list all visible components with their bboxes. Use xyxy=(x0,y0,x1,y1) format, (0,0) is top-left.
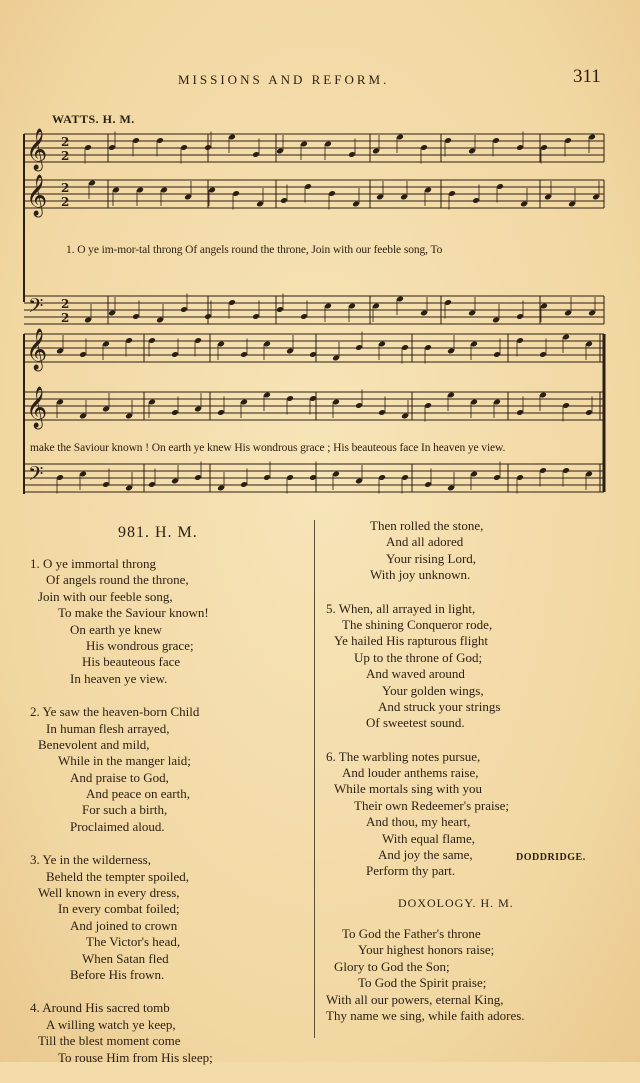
stanza-line: In heaven ye view. xyxy=(70,670,168,686)
hymn-right-column xyxy=(326,518,626,897)
stanza-line: Ye hailed His rapturous flight xyxy=(334,633,488,649)
doxology-line: To God the Father's throne xyxy=(342,926,481,941)
stanza-line: And thou, my heart, xyxy=(366,814,471,830)
doxology-title: DOXOLOGY. H. M. xyxy=(398,896,514,910)
stanza xyxy=(30,704,312,835)
stanza-line: While mortals sing with you xyxy=(334,781,483,797)
stanza-line: And waved around xyxy=(366,666,465,682)
stanza-line: While in the manger laid; xyxy=(58,753,191,769)
stanza-line: 6. The warbling notes pursue, xyxy=(326,748,481,764)
column-divider xyxy=(314,520,315,1038)
stanza-line: Well known in every dress, xyxy=(38,885,180,901)
stanza-line: And louder anthems raise, xyxy=(342,765,479,781)
stanza xyxy=(30,556,312,687)
stanza-line: 4. Around His sacred tomb xyxy=(30,1000,170,1016)
tune-lyrics-line-2: make the Saviour known ! On earth ye knew His wondrous grace ; His beauteous face In heaven ye view. xyxy=(30,442,506,454)
time-signature: 2 xyxy=(61,135,70,149)
bass-clef-icon: 𝄢 xyxy=(28,462,44,490)
stanza-line: And struck your strings xyxy=(378,698,501,714)
stanza-continuation xyxy=(326,518,626,584)
stanza-line: Till the blest moment come xyxy=(38,1033,181,1049)
stanza-line: Benevolent and mild, xyxy=(38,736,150,752)
stanza-line: With equal flame, xyxy=(382,830,475,846)
time-signature: 2 xyxy=(61,195,70,209)
stanza xyxy=(30,1000,312,1066)
stanza-line: A willing watch ye keep, xyxy=(46,1016,176,1032)
time-signature: 2 xyxy=(61,297,70,311)
doxology-line: Your highest honors raise; xyxy=(358,942,495,958)
stanza-line: Beheld the tempter spoiled, xyxy=(46,868,189,884)
doxology-line: Glory to God the Son; xyxy=(334,958,450,974)
stanza-line: 1. O ye immortal throng xyxy=(30,556,157,571)
stanza-line: The shining Conqueror rode, xyxy=(342,616,493,632)
stanza-line: On earth ye knew xyxy=(70,621,163,637)
hymn-author: DODDRIDGE. xyxy=(516,852,586,863)
stanza-line: Proclaimed aloud. xyxy=(70,818,165,834)
stanza-line: For such a birth, xyxy=(82,802,168,818)
stanza-line: Up to the throne of God; xyxy=(354,649,483,665)
stanza-line: With joy unknown. xyxy=(370,567,471,583)
stanza-line: His wondrous grace; xyxy=(86,637,194,653)
stanza-line: In human flesh arrayed, xyxy=(46,720,170,736)
stanza-line: To rouse Him from His sleep; xyxy=(58,1049,213,1065)
stanza-line: And joy the same, xyxy=(378,847,473,863)
treble-clef-icon: 𝄞 xyxy=(26,329,48,370)
running-title: MISSIONS AND REFORM. xyxy=(178,72,390,87)
stanza-line: Of angels round the throne, xyxy=(46,572,189,588)
tune-lyrics-line-1: 1. O ye im-mor-tal throng Of angels round the throne, Join with our feeble song, To xyxy=(66,244,443,256)
bass-clef-icon: 𝄢 xyxy=(28,294,44,322)
doxology-line: With all our powers, eternal King, xyxy=(326,991,504,1007)
stanza-line: When Satan fled xyxy=(82,950,169,966)
stanza-line: And joined to crown xyxy=(70,917,178,933)
page-number: 311 xyxy=(573,66,601,87)
stanza-line: Their own Redeemer's praise; xyxy=(354,797,510,813)
treble-clef-icon: 𝄞 xyxy=(26,175,48,216)
time-signature: 2 xyxy=(61,311,70,325)
stanza-line: Of sweetest sound. xyxy=(366,715,465,731)
treble-clef-icon: 𝄞 xyxy=(26,129,48,170)
stanza-line: Your golden wings, xyxy=(382,682,484,698)
doxology-line: To God the Spirit praise; xyxy=(358,975,487,991)
stanza-line: And all adored xyxy=(386,534,464,550)
stanza-line: Before His frown. xyxy=(70,966,165,982)
stanza-line: Your rising Lord, xyxy=(386,550,477,566)
stanza-line: To make the Saviour known! xyxy=(58,605,209,621)
time-signature: 2 xyxy=(61,181,70,195)
stanza-line: His beauteous face xyxy=(82,654,181,670)
stanza xyxy=(30,852,312,983)
stanza-line: In every combat foiled; xyxy=(58,901,180,917)
time-signature: 2 xyxy=(61,149,70,163)
stanza-line: 3. Ye in the wilderness, xyxy=(30,852,151,868)
doxology-text xyxy=(326,926,626,1024)
stanza-line: And peace on earth, xyxy=(86,786,190,802)
doxology-line: Thy name we sing, while faith adores. xyxy=(326,1007,525,1023)
stanza-line: Perform thy part. xyxy=(366,863,456,879)
stanza-line: Then rolled the stone, xyxy=(370,518,484,533)
stanza xyxy=(326,601,626,732)
tune-name: WATTS. H. M. xyxy=(52,112,135,126)
hymn-number: 981. H. M. xyxy=(118,524,198,541)
stanza-line: Join with our feeble song, xyxy=(38,588,173,604)
stanza-line: 5. When, all arrayed in light, xyxy=(326,600,476,616)
stanza-line: The Victor's head, xyxy=(86,934,181,950)
treble-clef-icon: 𝄞 xyxy=(26,387,48,428)
hymn-left-column xyxy=(30,556,312,1083)
stanza-line: 2. Ye saw the heaven-born Child xyxy=(30,704,200,720)
stanza-line: And praise to God, xyxy=(70,769,169,785)
